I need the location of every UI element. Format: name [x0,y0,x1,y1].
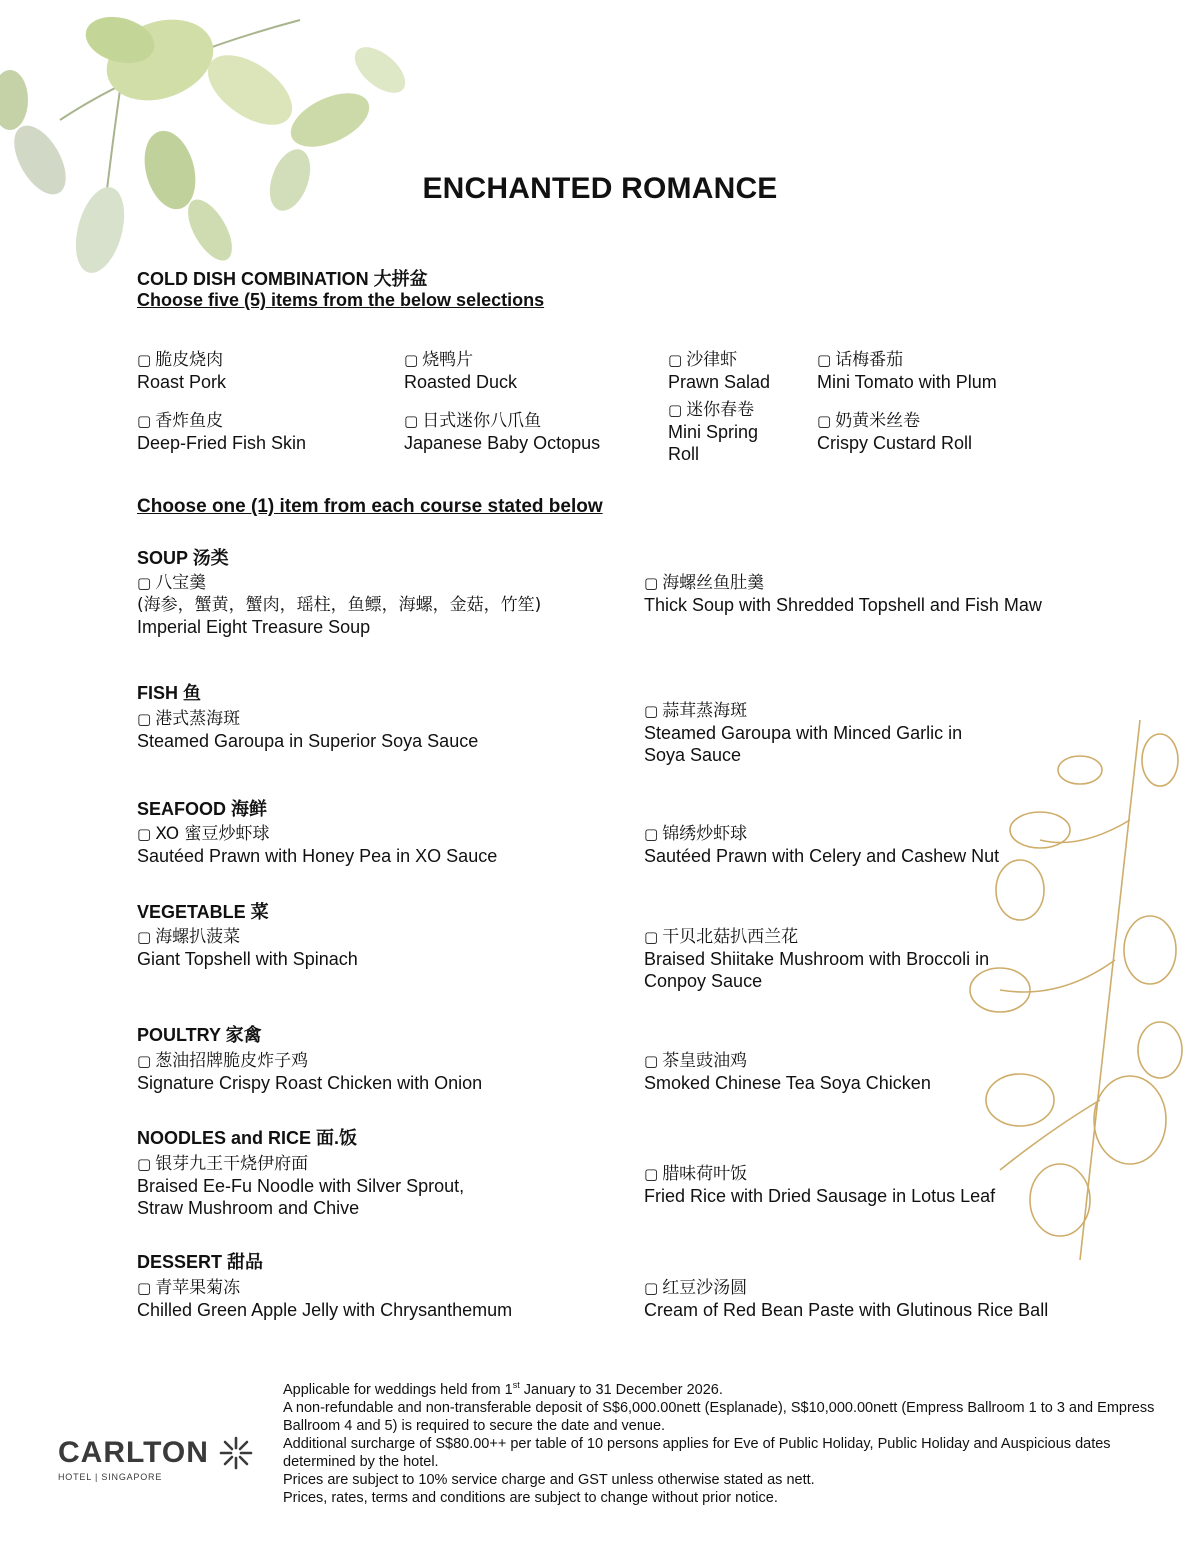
cold-dish-instruction: Choose five (5) items from the below selections [137,290,545,310]
cold-item-roasted-duck[interactable]: ▢ 烧鸭片 Roasted Duck [404,350,518,392]
checkbox-icon: ▢ [644,1279,659,1297]
fish-option-right[interactable]: ▢ 蒜茸蒸海斑 Steamed Garoupa with Minced Garlic in Soya Sauce [644,701,963,765]
terms-footer [283,1376,1163,1507]
gold-leaves-decoration [960,700,1200,1300]
cold-item-fish-skin[interactable]: ▢ 香炸鱼皮 Deep-Fried Fish Skin [137,411,307,453]
dessert-heading: DESSERT 甜品 [137,1252,264,1272]
checkbox-icon: ▢ [644,702,659,720]
soup-heading: SOUP 汤类 [137,548,229,568]
checkbox-icon: ▢ [668,351,683,369]
fish-option-left[interactable]: ▢ 港式蒸海斑 Steamed Garoupa in Superior Soya Sauce [137,709,479,751]
terms-line-change-notice: Prices, rates, terms and conditions are subject to change without prior notice. [283,1489,778,1506]
terms-line-dates: Applicable for weddings held from 1st January to 31 December 2026. [283,1380,723,1398]
checkbox-icon: ▢ [817,412,832,430]
checkbox-icon: ▢ [644,574,659,592]
poultry-option-right[interactable]: ▢ 茶皇豉油鸡 Smoked Chinese Tea Soya Chicken [644,1051,931,1093]
cold-item-roast-pork[interactable]: ▢ 脆皮烧肉 Roast Pork [137,350,227,392]
cold-item-baby-octopus[interactable]: ▢ 日式迷你八爪鱼 Japanese Baby Octopus [404,411,601,453]
vegetable-heading: VEGETABLE 菜 [137,902,269,922]
seafood-option-left[interactable]: ▢ XO 蜜豆炒虾球 Sautéed Prawn with Honey Pea in XO Sauce [137,824,498,866]
terms-line-surcharge: Additional surcharge of S$80.00++ per table of 10 persons applies for Eve of Public Holiday, Public Holiday and Auspicious dates determined by the hotel. [283,1435,1111,1470]
dessert-option-right[interactable]: ▢ 红豆沙汤圆 Cream of Red Bean Paste with Glutinous Rice Ball [644,1278,1049,1320]
cold-item-mini-tomato[interactable]: ▢ 话梅番茄 Mini Tomato with Plum [817,350,997,392]
terms-line-deposit: A non-refundable and non-transferable deposit of S$6,000.00nett (Esplanade), S$10,000.00nett (Empress Ballroom 1 to 3 and Empress Ballroom 4 and 5) is required to secure the date and venue. [283,1399,1155,1434]
soup-option-right[interactable]: ▢ 海螺丝鱼肚羹 Thick Soup with Shredded Topshell and Fish Maw [644,573,1042,615]
page-title: ENCHANTED ROMANCE [422,172,778,205]
checkbox-icon: ▢ [137,574,152,592]
checkbox-icon: ▢ [644,928,659,946]
soup-option-left[interactable]: ▢ 八宝羹 (海参，蟹黄，蟹肉，瑶柱，鱼鳔，海螺，金菇，竹笙) Imperial Eight Treasure Soup [137,573,542,637]
logo-wordmark: CARLTON [58,1436,209,1469]
checkbox-icon: ▢ [668,401,683,419]
checkbox-icon: ▢ [137,928,152,946]
checkbox-icon: ▢ [137,1155,152,1173]
poultry-heading: POULTRY 家禽 [137,1025,262,1045]
seafood-option-right[interactable]: ▢ 锦绣炒虾球 Sautéed Prawn with Celery and Cashew Nut [644,824,1000,866]
choose-one-instruction: Choose one (1) item from each course stated below [137,496,603,517]
checkbox-icon: ▢ [137,1279,152,1297]
checkbox-icon: ▢ [137,351,152,369]
vegetable-option-left[interactable]: ▢ 海螺扒菠菜 Giant Topshell with Spinach [137,927,358,969]
green-leaves-decoration [0,0,470,300]
logo-subtitle: HOTEL | SINGAPORE [58,1472,163,1482]
checkbox-icon: ▢ [137,710,152,728]
dessert-option-left[interactable]: ▢ 青苹果菊冻 Chilled Green Apple Jelly with Chrysanthemum [137,1278,513,1320]
terms-line-service-charge: Prices are subject to 10% service charge and GST unless otherwise stated as nett. [283,1471,815,1488]
checkbox-icon: ▢ [137,412,152,430]
carlton-logo [58,1436,253,1482]
seafood-heading: SEAFOOD 海鲜 [137,799,268,819]
cold-item-prawn-salad[interactable]: ▢ 沙律虾 Prawn Salad [668,350,771,392]
fish-heading: FISH 鱼 [137,683,202,703]
cold-dish-heading: COLD DISH COMBINATION 大拼盆 [137,269,428,289]
checkbox-icon: ▢ [404,412,419,430]
checkbox-icon: ▢ [644,825,659,843]
checkbox-icon: ▢ [404,351,419,369]
cold-item-custard-roll[interactable]: ▢ 奶黄米丝卷 Crispy Custard Roll [817,411,973,453]
vegetable-option-right[interactable]: ▢ 干贝北菇扒西兰花 Braised Shiitake Mushroom with Broccoli in Conpoy Sauce [644,927,990,991]
poultry-option-left[interactable]: ▢ 葱油招牌脆皮炸子鸡 Signature Crispy Roast Chicken with Onion [137,1051,483,1093]
noodles-option-right[interactable]: ▢ 腊味荷叶饭 Fried Rice with Dried Sausage in Lotus Leaf [644,1164,996,1206]
checkbox-icon: ▢ [137,1052,152,1070]
starburst-icon [219,1436,253,1470]
checkbox-icon: ▢ [644,1165,659,1183]
checkbox-icon: ▢ [817,351,832,369]
noodles-heading: NOODLES and RICE 面.饭 [137,1128,358,1148]
cold-item-spring-roll[interactable]: ▢ 迷你春卷 Mini Spring Roll [668,400,759,464]
noodles-option-left[interactable]: ▢ 银芽九王干烧伊府面 Braised Ee-Fu Noodle with Silver Sprout, Straw Mushroom and Chive [137,1154,465,1218]
checkbox-icon: ▢ [644,1052,659,1070]
checkbox-icon: ▢ [137,825,152,843]
